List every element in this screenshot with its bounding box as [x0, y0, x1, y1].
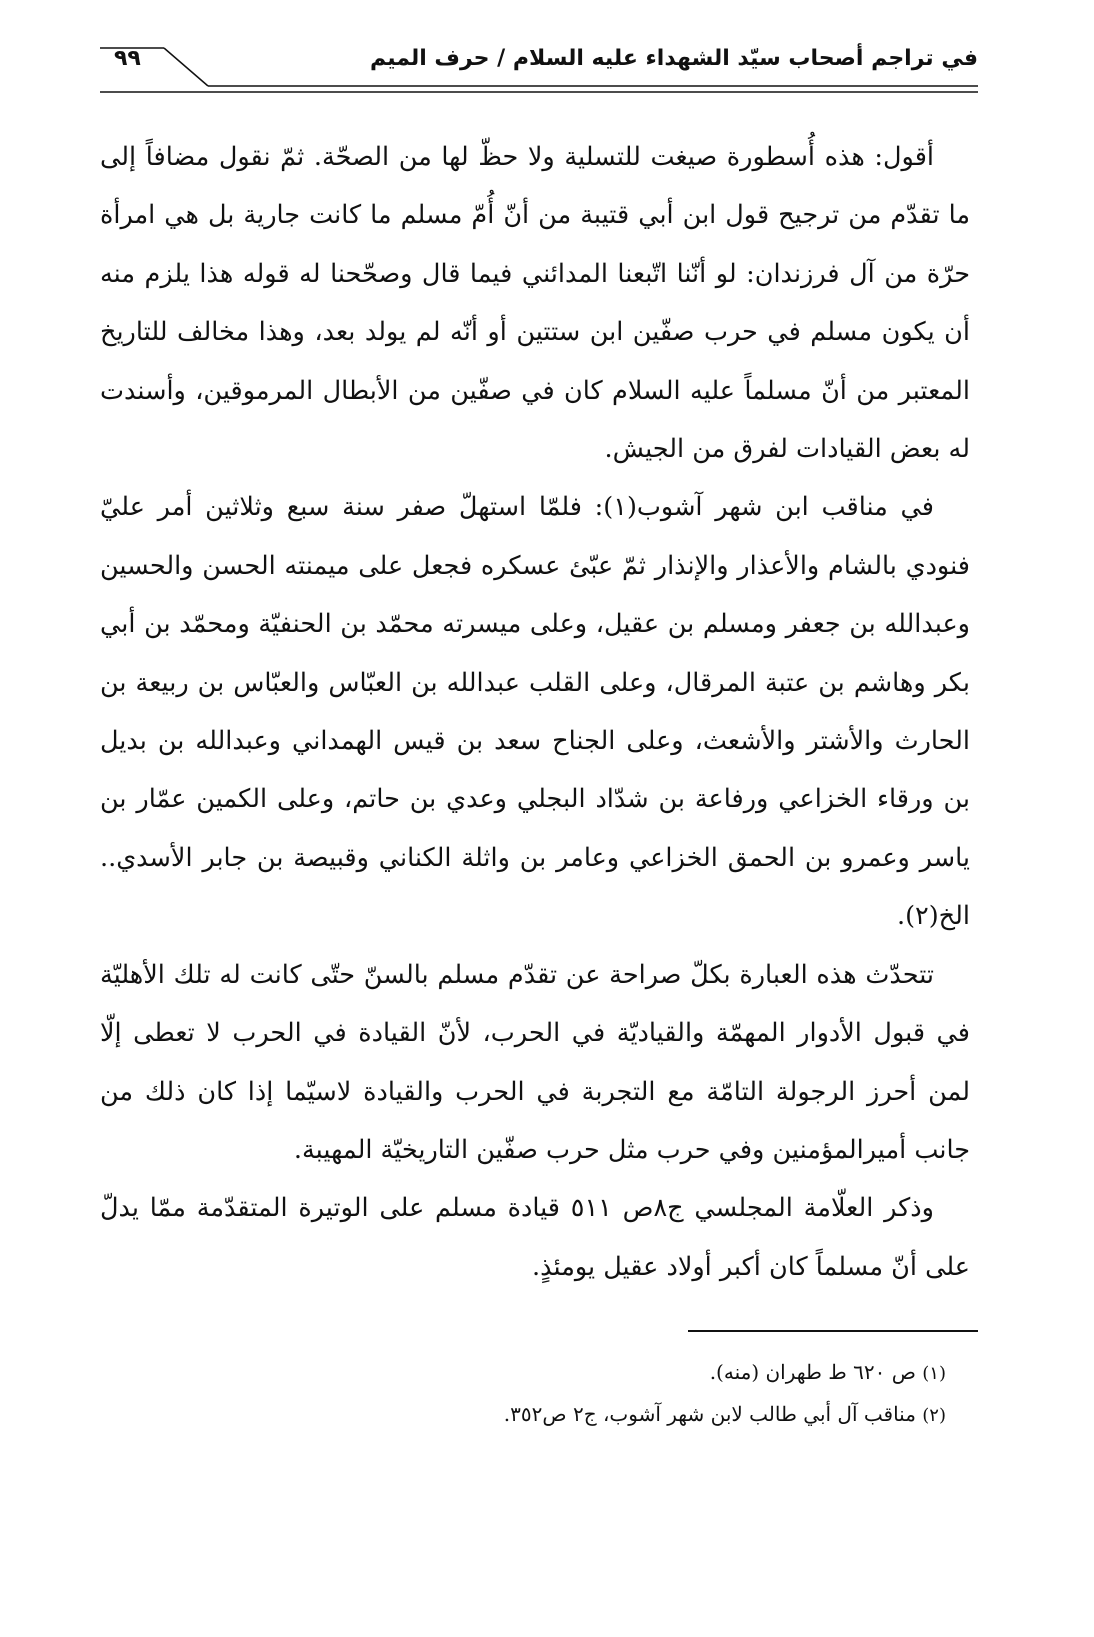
header-title: في تراجم أصحاب سيّد الشهداء عليه السلام / حرف الميم: [369, 46, 978, 71]
paragraph: وذكر العلّامة المجلسي ج٨ص ٥١١ قيادة مسلم على الوتيرة المتقدّمة ممّا يدلّ على أنّ مسلماً كان أكبر أولاد عقيل يومئذٍ.: [100, 1193, 970, 1282]
footnote-text: ص ٦٢٠ ط طهران (منه).: [709, 1360, 916, 1384]
footnote-text: مناقب آل أبي طالب لابن شهر آشوب، ج٢ ص٣٥٢.: [503, 1402, 916, 1426]
paragraph: في مناقب ابن شهر آشوب(١): فلمّا استهلّ صفر سنة سبع وثلاثين أمر عليّ فنودي بالشام والأعذار والإنذار ثمّ عبّئ عسكره فجعل على ميمنته الحسن والحسين وعبدالله بن جعفر ومسلم بن عقيل، وعلى ميسرته محمّد بن الحنفيّة ومحمّد بن أبي بكر وهاشم بن عتبة المرقال، وعلى القلب عبدالله بن العبّاس والعبّاس بن ربيعة بن الحارث والأشتر والأشعث، وعلى الجناح سعد بن قيس الهمداني وعبدالله بن بديل بن ورقاء الخزاعي ورفاعة بن شدّاد البجلي وعدي بن حاتم، وعلى الكمين عمّار بن ياسر وعمرو بن الحمق الخزاعي وعامر بن واثلة الكناني وقبيصة بن جابر الأسدي.. الخ(٢).: [100, 492, 970, 932]
paragraph: أقول: هذه أُسطورة صيغت للتسلية ولا حظّ لها من الصحّة. ثمّ نقول مضافاً إلى ما تقدّم من ترجيح قول ابن أبي قتيبة من أنّ أُمّ مسلم ما كانت جارية بل هي امرأة حرّة من آل فرزندان: لو أنّنا اتّبعنا المدائني فيما قال وصحّحنا له قوله هذا يلزم منه أن يكون مسلم في حرب صفّين ابن ستتين أو أنّه لم يولد بعد، وهذا مخالف للتاريخ المعتبر من أنّ مسلماً عليه السلام كان في صفّين من الأبطال المرموقين، وأسندت له بعض القيادات لفرق من الجيش.: [100, 142, 970, 465]
main-text: [100, 128, 970, 1296]
footnote: [100, 1394, 970, 1436]
footnote-marker: (١): [922, 1363, 946, 1384]
footnote-separator: [688, 1330, 978, 1332]
page-number: ٩٩: [114, 46, 141, 71]
footnote-marker: (٢): [922, 1405, 946, 1426]
footnote: [100, 1352, 970, 1394]
running-header: [100, 38, 978, 100]
footnotes: [100, 1352, 970, 1436]
paragraph: تتحدّث هذه العبارة بكلّ صراحة عن تقدّم مسلم بالسنّ حتّى كانت له تلك الأهليّة في قبول الأدوار المهمّة والقياديّة في الحرب، لأنّ القيادة في الحرب لا تعطى إلّا لمن أحرز الرجولة التامّة مع التجربة في الحرب والقيادة لاسيّما إذا كان ذلك من جانب أميرالمؤمنين وفي حرب مثل حرب صفّين التاريخيّة المهيبة.: [100, 959, 970, 1165]
